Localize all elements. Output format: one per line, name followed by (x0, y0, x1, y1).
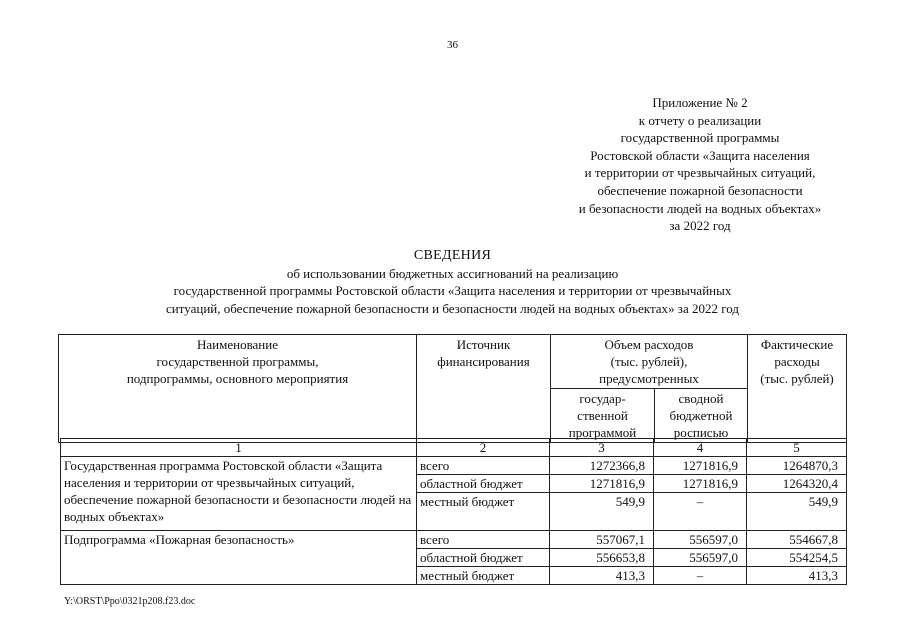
funding-source: областной бюджет (417, 549, 550, 567)
title-line: ситуаций, обеспечение пожарной безопасности и безопасности людей на водных объектах» за 2022 год (166, 300, 739, 316)
column-number: 5 (747, 439, 847, 457)
header-text: росписью (673, 425, 729, 440)
budget-list-value: 556597,0 (654, 549, 747, 567)
header-source-cell (417, 335, 551, 443)
title-line: государственной программы Ростовской области «Защита населения и территории от чрезвычайных (173, 283, 732, 298)
page-number: 36 (447, 39, 458, 51)
header-text: Наименование (197, 337, 278, 352)
actual-value: 549,9 (747, 493, 847, 531)
header-name-cell (59, 335, 417, 443)
header-text: расходы (774, 354, 820, 369)
column-number: 2 (417, 439, 550, 457)
appendix-line: за 2022 год (669, 218, 731, 234)
header-budget-list-cell (655, 389, 748, 443)
actual-value: 554254,5 (747, 549, 847, 567)
column-number: 3 (550, 439, 654, 457)
header-text: (тыс. рублей), (610, 354, 688, 369)
column-number: 1 (61, 439, 417, 457)
budget-list-value: 1271816,9 (654, 475, 747, 493)
column-number: 4 (654, 439, 747, 457)
actual-value: 413,3 (747, 567, 847, 585)
column-number-row (61, 439, 847, 457)
header-text: (тыс. рублей) (760, 371, 834, 386)
main-title: СВЕДЕНИЯ (413, 248, 492, 263)
header-text: программой (568, 425, 637, 440)
header-text: Объем расходов (604, 337, 694, 352)
appendix-line: обеспечение пожарной безопасности (597, 182, 803, 198)
gov-program-value: 413,3 (550, 567, 654, 585)
file-path-footer: Y:\ORST\Ppo\0321p208.f23.doc (64, 596, 196, 607)
header-gov-program-cell (551, 389, 655, 443)
appendix-line: и безопасности людей на водных объектах» (578, 200, 822, 216)
header-volume-cell (551, 335, 748, 389)
appendix-line: Приложение № 2 (652, 95, 748, 110)
actual-value: 1264870,3 (747, 457, 847, 475)
title-line: об использовании бюджетных ассигнований на реализацию (286, 265, 619, 281)
budget-list-value: – (654, 567, 747, 585)
gov-program-value: 556653,8 (550, 549, 654, 567)
table-row (61, 531, 847, 549)
appendix-line: к отчету о реализации (638, 112, 762, 128)
funding-source: всего (417, 457, 550, 475)
budget-list-value: 556597,0 (654, 531, 747, 549)
funding-source: местный бюджет (417, 567, 550, 585)
table-row (61, 457, 847, 475)
header-text: подпрограммы, основного мероприятия (126, 371, 349, 386)
program-name: Государственная программа Ростовской области «Защита населения и территории от чрезвычайных ситуаций, обеспечение пожарной безопасности и безопасности людей на водных объектах» (61, 457, 417, 531)
gov-program-value: 549,9 (550, 493, 654, 531)
budget-list-value: – (654, 493, 747, 531)
budget-list-value: 1271816,9 (654, 457, 747, 475)
header-text: государ- (579, 391, 626, 406)
subprogram-name: Подпрограмма «Пожарная безопасность» (61, 531, 417, 585)
gov-program-value: 1271816,9 (550, 475, 654, 493)
table-header (58, 334, 847, 443)
gov-program-value: 1272366,8 (550, 457, 654, 475)
funding-source: областной бюджет (417, 475, 550, 493)
header-actual-cell (748, 335, 847, 443)
appendix-line: Ростовской области «Защита населения (590, 147, 810, 163)
actual-value: 1264320,4 (747, 475, 847, 493)
header-text: сводной (678, 391, 724, 406)
document-title (60, 247, 845, 317)
appendix-line: и территории от чрезвычайных ситуаций, (584, 165, 816, 181)
header-text: Фактические (760, 337, 834, 352)
gov-program-value: 557067,1 (550, 531, 654, 549)
header-text: бюджетной (669, 408, 733, 423)
funding-source: всего (417, 531, 550, 549)
expenditure-table (60, 438, 847, 585)
header-text: Источник (456, 337, 511, 352)
appendix-header (560, 94, 840, 235)
actual-value: 554667,8 (747, 531, 847, 549)
header-text: финансирования (437, 354, 530, 369)
funding-source: местный бюджет (417, 493, 550, 531)
header-text: ственной (577, 408, 628, 423)
header-text: государственной программы, (156, 354, 319, 369)
appendix-line: государственной программы (620, 130, 780, 146)
header-text: предусмотренных (599, 371, 699, 386)
